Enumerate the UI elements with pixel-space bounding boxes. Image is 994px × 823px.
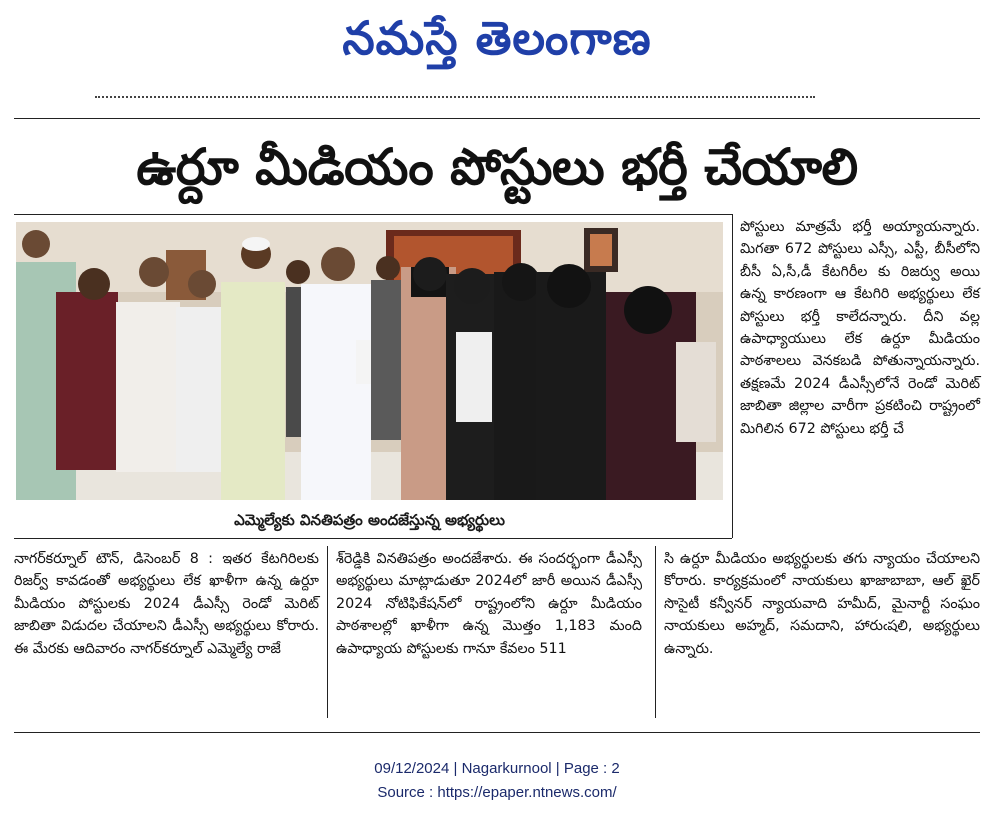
article-bottom-column-1 xyxy=(14,548,319,660)
article-bottom-column-2 xyxy=(336,548,642,660)
article-col2-text: శ్‌రెడ్డికి వినతిపత్రం అందజేశారు. ఈ సందర్భంగా డీఎస్సీ అభ్యర్థులు మాట్లాడుతూ 2024లో జారీ అయిన డీఎస్సీ 2024 నోటిఫికేషన్‌లో రాష్ట్రంలోని ఉర్దూ మీడియం పాఠశాలల్లో ఖాళీగా ఉన్న మొత్తం 1,183 మంది ఉపాధ్యాయ పోస్టులకు గానూ కేవలం 511 xyxy=(336,551,642,657)
headline: ఉర్దూ మీడియం పోస్టులు భర్తీ చేయాలి xyxy=(136,138,858,196)
photo-caption: ఎమ్మెల్యేకు వినతిపత్రం అందజేస్తున్న అభ్యర్థులు xyxy=(234,511,505,529)
article-bottom-column-3 xyxy=(664,548,980,660)
footer-date-page: 09/12/2024 | Nagarkurnool | Page : 2 xyxy=(374,760,620,777)
headline-rule xyxy=(14,214,732,215)
group-photo-illustration xyxy=(16,222,723,500)
masthead-logo: నమస్తే తెలంగాణ xyxy=(342,11,652,65)
article-col3-text: సి ఉర్దూ మీడియం అభ్యర్థులకు తగు న్యాయం చేయాలని కోరారు. కార్యక్రమంలో నాయకులు ఖాజాబాబా, ఆల్ ఖైర్ సొసైటీ కన్వీనర్ న్యాయవాది హమీద్, మైనార్టీ సంఘం నాయకులు అహ్మద్, సమదాని, హారుఁషలి, అభ్యర్థులు ఉన్నారు. xyxy=(664,551,980,657)
caption-rule xyxy=(14,538,732,539)
article-col1-text: నాగర్‌కర్నూల్ టౌన్, డిసెంబర్ 8 : ఇతర కేటగిరిలకు రిజర్వ్ కావడంతో అభ్యర్థులు లేక ఖాళీగా ఉన్న ఉర్దూ మీడియం పోస్టులకు 2024 డీఎస్సీ రెండో మెరిట్ జాబితా విడుదల చేయాలని డీఎస్సీ అభ్యర్థులు కోరారు. ఈ మేరకు ఆదివారం నాగర్‌కర్నూల్ ఎమ్మెల్యే రాజే xyxy=(14,551,319,657)
column-divider xyxy=(732,214,733,538)
top-rule xyxy=(14,118,980,119)
bottom-rule xyxy=(14,732,980,733)
article-right-text: పోస్టులు మాత్రమే భర్తీ అయ్యాయన్నారు. మిగతా 672 పోస్టులు ఎస్సీ, ఎస్టీ, బీసీలోని బీసీ ఏ,సీ,డీ కేటగిరీల కు రిజర్వు అయి ఉన్న కారణంగా ఆ కేటగిరి అభ్యర్థులు లేక పోస్టులు భర్తీ కాలేదన్నారు. దీని వల్ల ఉపాధ్యాయులు లేక ఉర్దూ మీడియం పాఠశాలలు వెనకబడి పోతున్నాయన్నారు. తక్షణమే 2024 డీఎస్సీలోనే రెండో మెరిట్ జాబితా జిల్లాల వారీగా ప్రకటించి రాష్ట్రంలో మిగిలిన 672 పోస్టులు భర్తీ చే xyxy=(740,219,980,437)
column-divider-2 xyxy=(327,546,328,718)
news-photo xyxy=(16,222,723,500)
footer-source: Source : https://epaper.ntnews.com/ xyxy=(377,784,617,801)
column-divider-3 xyxy=(655,546,656,718)
clipped-text-line xyxy=(95,96,815,106)
article-right-column xyxy=(740,216,980,440)
